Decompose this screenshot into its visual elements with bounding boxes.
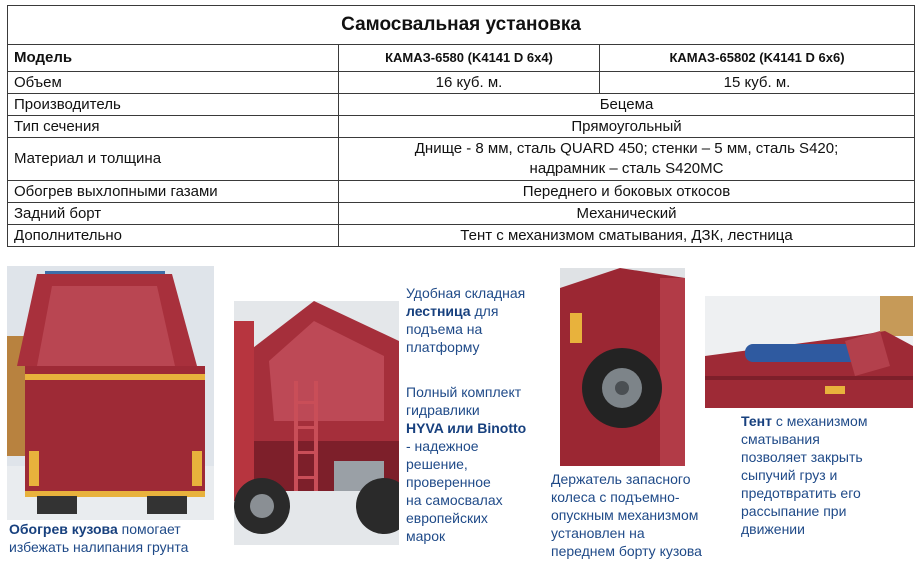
row-value-line: надрамник – сталь S420MC [529,160,724,177]
row-value: Прямоугольный [339,116,915,138]
row-value-line: Днище - 8 мм, сталь QUARD 450; стенки – 5 мм, сталь S420; [414,140,839,157]
row-label: Тип сечения [8,116,339,138]
table-row [8,203,915,225]
row-label: Задний борт [8,203,339,225]
photo-body-rear [7,266,214,520]
caption-spare-wheel: Держатель запасного колеса с подъемно- опускным механизмом установлен на переднем борту кузова [551,471,702,559]
caption-hydraulics: Полный комплект гидравлики HYVA или Binotto - надежное решение, проверенное на самосвалах европейских марок [406,384,527,544]
photo-ladder [234,301,399,545]
row-label: Дополнительно [8,225,339,247]
table-title: Самосвальная установка [8,6,915,45]
model-65802: КАМАЗ-65802 (K4141 D 6x6) [600,45,915,72]
row-label: Объем [8,72,339,94]
caption-heating: Обогрев кузова помогает избежать налипания грунта [9,521,189,555]
table-row [8,94,915,116]
model-6580: КАМАЗ-6580 (K4141 D 6x4) [339,45,600,72]
table-row [8,225,915,247]
photo-spare-wheel [560,268,685,466]
table-row [8,181,915,203]
row-value: Тент с механизмом сматывания, ДЗК, лестница [339,225,915,247]
row-label: Материал и толщина [8,138,339,181]
table-row [8,72,915,94]
table-row [8,116,915,138]
row-label: Обогрев выхлопными газами [8,181,339,203]
model-label: Модель [8,45,339,72]
row-value: 15 куб. м. [600,72,915,94]
row-value [339,138,915,181]
row-value: Механический [339,203,915,225]
row-value: 16 куб. м. [339,72,600,94]
caption-tent: Тент с механизмом сматывания позволяет закрыть сыпучий груз и предотвратить его рассыпание при движении [741,413,868,537]
photo-tent [705,296,913,408]
row-value: Переднего и боковых откосов [339,181,915,203]
spec-table [7,5,915,247]
caption-ladder: Удобная складная лестница для подъема на платформу [406,285,526,355]
table-row [8,138,915,181]
row-label: Производитель [8,94,339,116]
row-value: Бецема [339,94,915,116]
